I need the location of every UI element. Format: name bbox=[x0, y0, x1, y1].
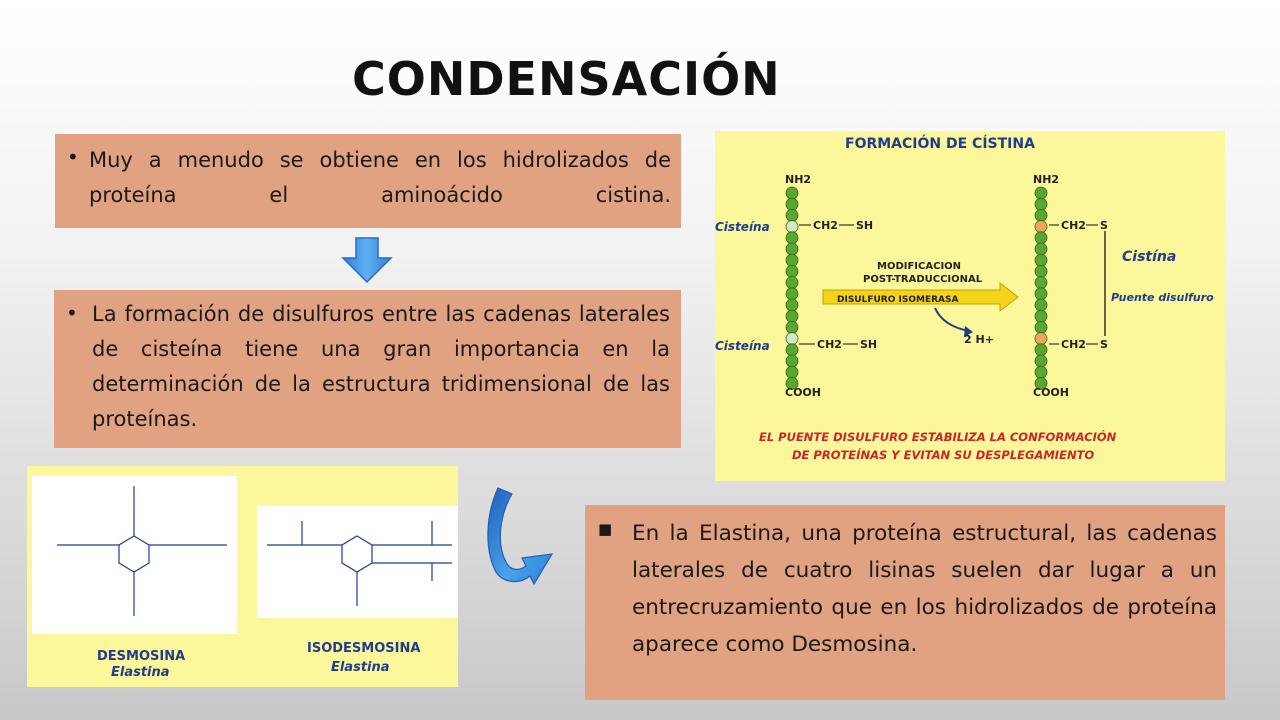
amino-bead bbox=[1035, 265, 1047, 277]
bullet-icon: • bbox=[66, 301, 78, 325]
cisteina-label-2: Cisteína bbox=[715, 339, 770, 353]
amino-bead bbox=[1035, 344, 1047, 356]
bullet-icon: • bbox=[67, 145, 79, 169]
nh2-label-left: NH2 bbox=[785, 173, 812, 186]
isomerasa-label: DISULFURO ISOMERASA bbox=[837, 295, 959, 305]
slide-title: CONDENSACIÓN bbox=[352, 52, 781, 106]
cistina-figure-title: FORMACIÓN DE CÍSTINA bbox=[845, 136, 1035, 152]
isodesmosina-label: ISODESMOSINA bbox=[307, 641, 421, 656]
cisteina-label-1: Cisteína bbox=[715, 220, 770, 234]
puente-disulfuro-label: Puente disulfuro bbox=[1111, 291, 1214, 304]
amino-bead bbox=[786, 366, 798, 378]
amino-bead bbox=[786, 333, 798, 345]
amino-bead bbox=[786, 187, 798, 199]
curved-arrow-icon bbox=[482, 484, 562, 590]
amino-bead bbox=[1035, 232, 1047, 244]
post-traduccional-label: POST-TRADUCCIONAL bbox=[863, 274, 983, 285]
amino-bead bbox=[786, 265, 798, 277]
disulfuros-text: La formación de disulfuros entre las cadenas laterales de cisteína tiene una gran importancia en la determinación de la estructura tridimensional de las proteínas. bbox=[92, 302, 670, 431]
cistina-diagram bbox=[715, 131, 1225, 481]
desmosina-label: DESMOSINA bbox=[97, 649, 186, 664]
nh2-label-right: NH2 bbox=[1033, 173, 1060, 186]
cistina-label: Cistína bbox=[1122, 249, 1177, 265]
down-arrow-icon bbox=[341, 236, 393, 284]
amino-bead bbox=[1035, 198, 1047, 210]
amino-bead bbox=[786, 221, 798, 233]
right-amino-chain bbox=[1035, 187, 1047, 389]
s-label-1: S bbox=[1100, 219, 1108, 232]
ch2-label-1: CH2 bbox=[813, 219, 838, 232]
amino-bead bbox=[1035, 355, 1047, 367]
amino-bead bbox=[786, 288, 798, 300]
ch2-label-2: CH2 bbox=[817, 338, 842, 351]
amino-bead bbox=[786, 209, 798, 221]
amino-bead bbox=[1035, 366, 1047, 378]
amino-bead bbox=[1035, 288, 1047, 300]
modificacion-label: MODIFICACION bbox=[877, 261, 962, 272]
amino-bead bbox=[786, 355, 798, 367]
amino-bead bbox=[786, 321, 798, 333]
amino-bead bbox=[1035, 333, 1047, 345]
amino-bead bbox=[1035, 254, 1047, 266]
square-bullet-icon: ■ bbox=[598, 520, 613, 538]
text-box-disulfuros bbox=[54, 290, 681, 448]
cooh-label-right: COOH bbox=[1033, 386, 1069, 399]
ch2-label-3: CH2 bbox=[1061, 219, 1086, 232]
ch2-label-4: CH2 bbox=[1061, 338, 1086, 351]
h-release-arrow-icon bbox=[935, 308, 969, 331]
amino-bead bbox=[786, 310, 798, 322]
cistina-text: Muy a menudo se obtiene en los hidrolizados de proteína el aminoácido cistina. bbox=[89, 148, 671, 207]
amino-bead bbox=[786, 344, 798, 356]
amino-bead bbox=[786, 299, 798, 311]
left-amino-chain bbox=[786, 187, 798, 389]
s-label-2: S bbox=[1100, 338, 1108, 351]
amino-bead bbox=[1035, 209, 1047, 221]
text-box-elastina bbox=[585, 505, 1225, 700]
sh-label-1: SH bbox=[856, 219, 874, 232]
amino-bead bbox=[1035, 310, 1047, 322]
amino-bead bbox=[1035, 243, 1047, 255]
text-box-cistina bbox=[55, 134, 681, 228]
amino-bead bbox=[1035, 299, 1047, 311]
footer-line-2: DE PROTEÍNAS Y EVITAN SU DESPLEGAMIENTO bbox=[792, 448, 1095, 462]
h-label: 2 H+ bbox=[964, 333, 994, 346]
desmosina-figure bbox=[27, 466, 458, 687]
desmosina-elastina-label: Elastina bbox=[111, 665, 170, 680]
amino-bead bbox=[786, 198, 798, 210]
amino-bead bbox=[1035, 187, 1047, 199]
cooh-label-left: COOH bbox=[785, 386, 821, 399]
isodesmosina-elastina-label: Elastina bbox=[331, 660, 390, 675]
amino-bead bbox=[786, 232, 798, 244]
amino-bead bbox=[1035, 321, 1047, 333]
amino-bead bbox=[786, 254, 798, 266]
footer-line-1: EL PUENTE DISULFURO ESTABILIZA LA CONFORMACIÓN bbox=[759, 430, 1117, 444]
amino-bead bbox=[1035, 277, 1047, 289]
sh-label-2: SH bbox=[860, 338, 878, 351]
amino-bead bbox=[786, 243, 798, 255]
amino-bead bbox=[1035, 221, 1047, 233]
desmosina-diagram bbox=[27, 466, 458, 687]
amino-bead bbox=[786, 277, 798, 289]
elastina-text: En la Elastina, una proteína estructural, las cadenas laterales de cuatro lisinas suelen dar lugar a un entrecruzamiento que en los hidrolizados de proteína aparece como Desmosina. bbox=[632, 521, 1217, 657]
cistina-formation-figure bbox=[715, 131, 1225, 481]
